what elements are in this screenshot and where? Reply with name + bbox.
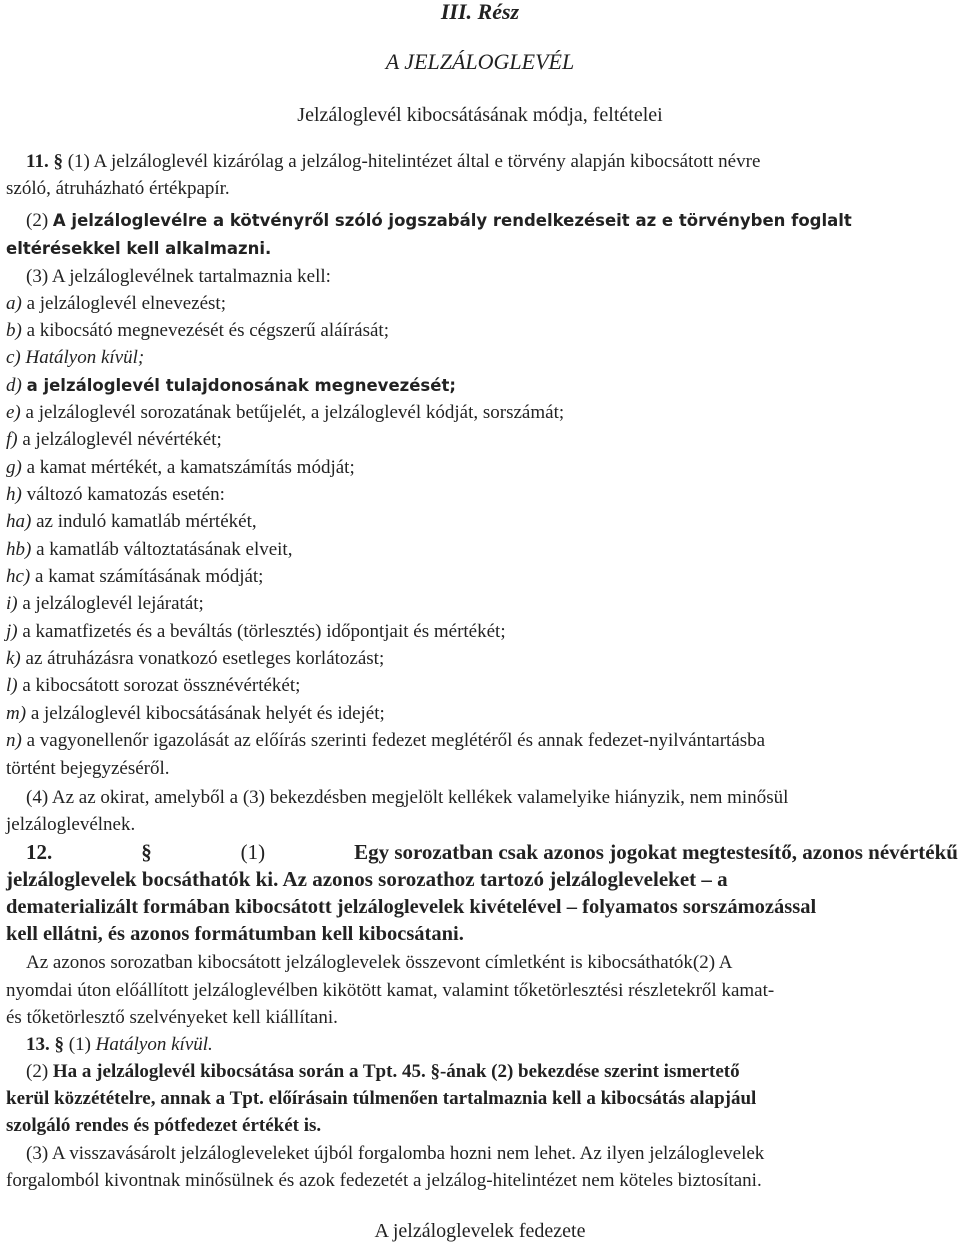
p13-s2-line2: kerül közzétételre, annak a Tpt. előírásain túlmenően tartalmaznia kell a kibocsátás alapjául — [6, 1088, 757, 1109]
p11-s4-line2: jelzáloglevélnek. — [6, 814, 136, 835]
list-item: c) Hatályon kívül; — [6, 347, 145, 368]
p11-s2-line2: eltérésekkel kell alkalmazni. — [6, 239, 272, 258]
list-item: i) a jelzáloglevél lejáratát; — [6, 593, 204, 614]
list-item: m) a jelzáloglevél kibocsátásának helyét és idejét; — [6, 703, 385, 724]
p13-s3-line2: forgalomból kivontnak minősülnek és azok fedezetét a jelzálog-hitelintézet nem köteles biztosítani. — [6, 1170, 762, 1191]
list-item: l) a kibocsátott sorozat össznévértékét; — [6, 675, 301, 696]
p11-s1-line1 — [26, 150, 958, 174]
p12-s1-text: Egy sorozatban csak azonos jogokat megtestesítő, azonos névértékű — [354, 840, 958, 864]
list-item: d) a jelzáloglevél tulajdonosának megnevezését; — [6, 375, 456, 396]
p13-s2-line3: szolgáló rendes és pótfedezet értékét is. — [6, 1115, 322, 1136]
list-item: f) a jelzáloglevél névértékét; — [6, 429, 222, 450]
p13-s3-line1: (3) A visszavásárolt jelzálogleveleket újból forgalomba hozni nem lehet. Az ilyen jelzáloglevelek — [26, 1143, 765, 1164]
p12-p2-line1: Az azonos sorozatban kibocsátott jelzáloglevelek összevont címletként is kibocsáthatók(2) A — [26, 952, 733, 973]
part-title: III. Rész — [440, 0, 520, 24]
list-item: k) az átruházásra vonatkozó esetleges korlátozást; — [6, 648, 385, 669]
p13-s1-prefix: (1) — [68, 1034, 91, 1055]
p12-s1-line2: jelzáloglevelek bocsáthatók ki. Az azonos sorozathoz tartozó jelzálogleveleket – a — [6, 867, 728, 891]
list-item: hc) a kamat számításának módját; — [6, 566, 264, 587]
list-item-continuation: történt bejegyzéséről. — [6, 758, 170, 779]
chapter-title: A JELZÁLOGLEVÉL — [385, 49, 575, 74]
p13-s1-text: Hatályon kívül. — [95, 1034, 213, 1055]
list-item: hb) a kamatláb változtatásának elveit, — [6, 539, 293, 560]
section-sign: § — [141, 840, 152, 864]
p12-p2-line2: nyomdai úton előállított jelzáloglevélben kikötött kamat, valamint tőketörlesztési részletekről kamat- — [6, 980, 775, 1001]
list-item: g) a kamat mértékét, a kamatszámítás módját; — [6, 457, 355, 478]
list-item: ha) az induló kamatláb mértékét, — [6, 511, 257, 532]
p11-s3-intro: (3) A jelzáloglevélnek tartalmaznia kell: — [26, 266, 331, 287]
section-sign: § — [54, 1034, 64, 1055]
p12-number: 12. — [26, 840, 53, 864]
p11-s2-text: A jelzáloglevélre a kötvényről szóló jogszabály rendelkezéseit az e törvényben foglalt — [52, 211, 852, 230]
p11-s4-line1: (4) Az az okirat, amelyből a (3) bekezdésben megjelölt kellékek valamelyike hiányzik, nem minősül — [26, 787, 789, 808]
p13-s2-text: Ha a jelzáloglevél kibocsátása során a Tpt. 45. §-ának (2) bekezdése szerint ismertető — [52, 1061, 740, 1082]
p11-number: 11. — [26, 151, 49, 172]
p13-number: 13. — [26, 1034, 50, 1055]
list-item: n) a vagyonellenőr igazolását az előírás szerinti fedezet meglétéről és annak fedezet-nyilvántartásba — [6, 730, 766, 751]
list-item: j) a kamatfizetés és a beváltás (törlesztés) időpontjait és mértékét; — [6, 621, 506, 642]
section-heading: Jelzáloglevél kibocsátásának módja, feltételei — [297, 104, 663, 126]
list-item: h) változó kamatozás esetén: — [6, 484, 225, 505]
p11-s1-line2: szóló, átruházható értékpapír. — [6, 178, 230, 199]
p12-s1-prefix: (1) — [240, 840, 266, 864]
list-item: b) a kibocsátó megnevezését és cégszerű aláírását; — [6, 320, 389, 341]
list-item: a) a jelzáloglevél elnevezést; — [6, 293, 226, 314]
p13-s2-line1 — [26, 1060, 958, 1084]
p11-s2-prefix: (2) — [26, 210, 49, 231]
p12-s1-line1 — [26, 840, 958, 864]
p11-s1-text: (1) A jelzáloglevél kizárólag a jelzálog-hitelintézet által e törvény alapján kibocsátott névre — [67, 151, 761, 172]
footer-heading: A jelzáloglevelek fedezete — [374, 1220, 586, 1242]
p12-s1-line3: dematerializált formában kibocsátott jelzáloglevelek kivételével – folyamatos sorszámozással — [6, 896, 817, 918]
p13-s1 — [26, 1033, 958, 1057]
p13-s2-prefix: (2) — [26, 1061, 49, 1082]
p12-p2-line3: és tőketörlesztő szelvényeket kell kiállítani. — [6, 1007, 338, 1028]
p12-s1-line4: kell ellátni, és azonos formátumban kell kibocsátani. — [6, 923, 464, 945]
section-sign: § — [53, 151, 63, 172]
p11-s2-line1 — [26, 209, 958, 233]
list-item: e) a jelzáloglevél sorozatának betűjelét, a jelzáloglevél kódját, sorszámát; — [6, 402, 565, 423]
